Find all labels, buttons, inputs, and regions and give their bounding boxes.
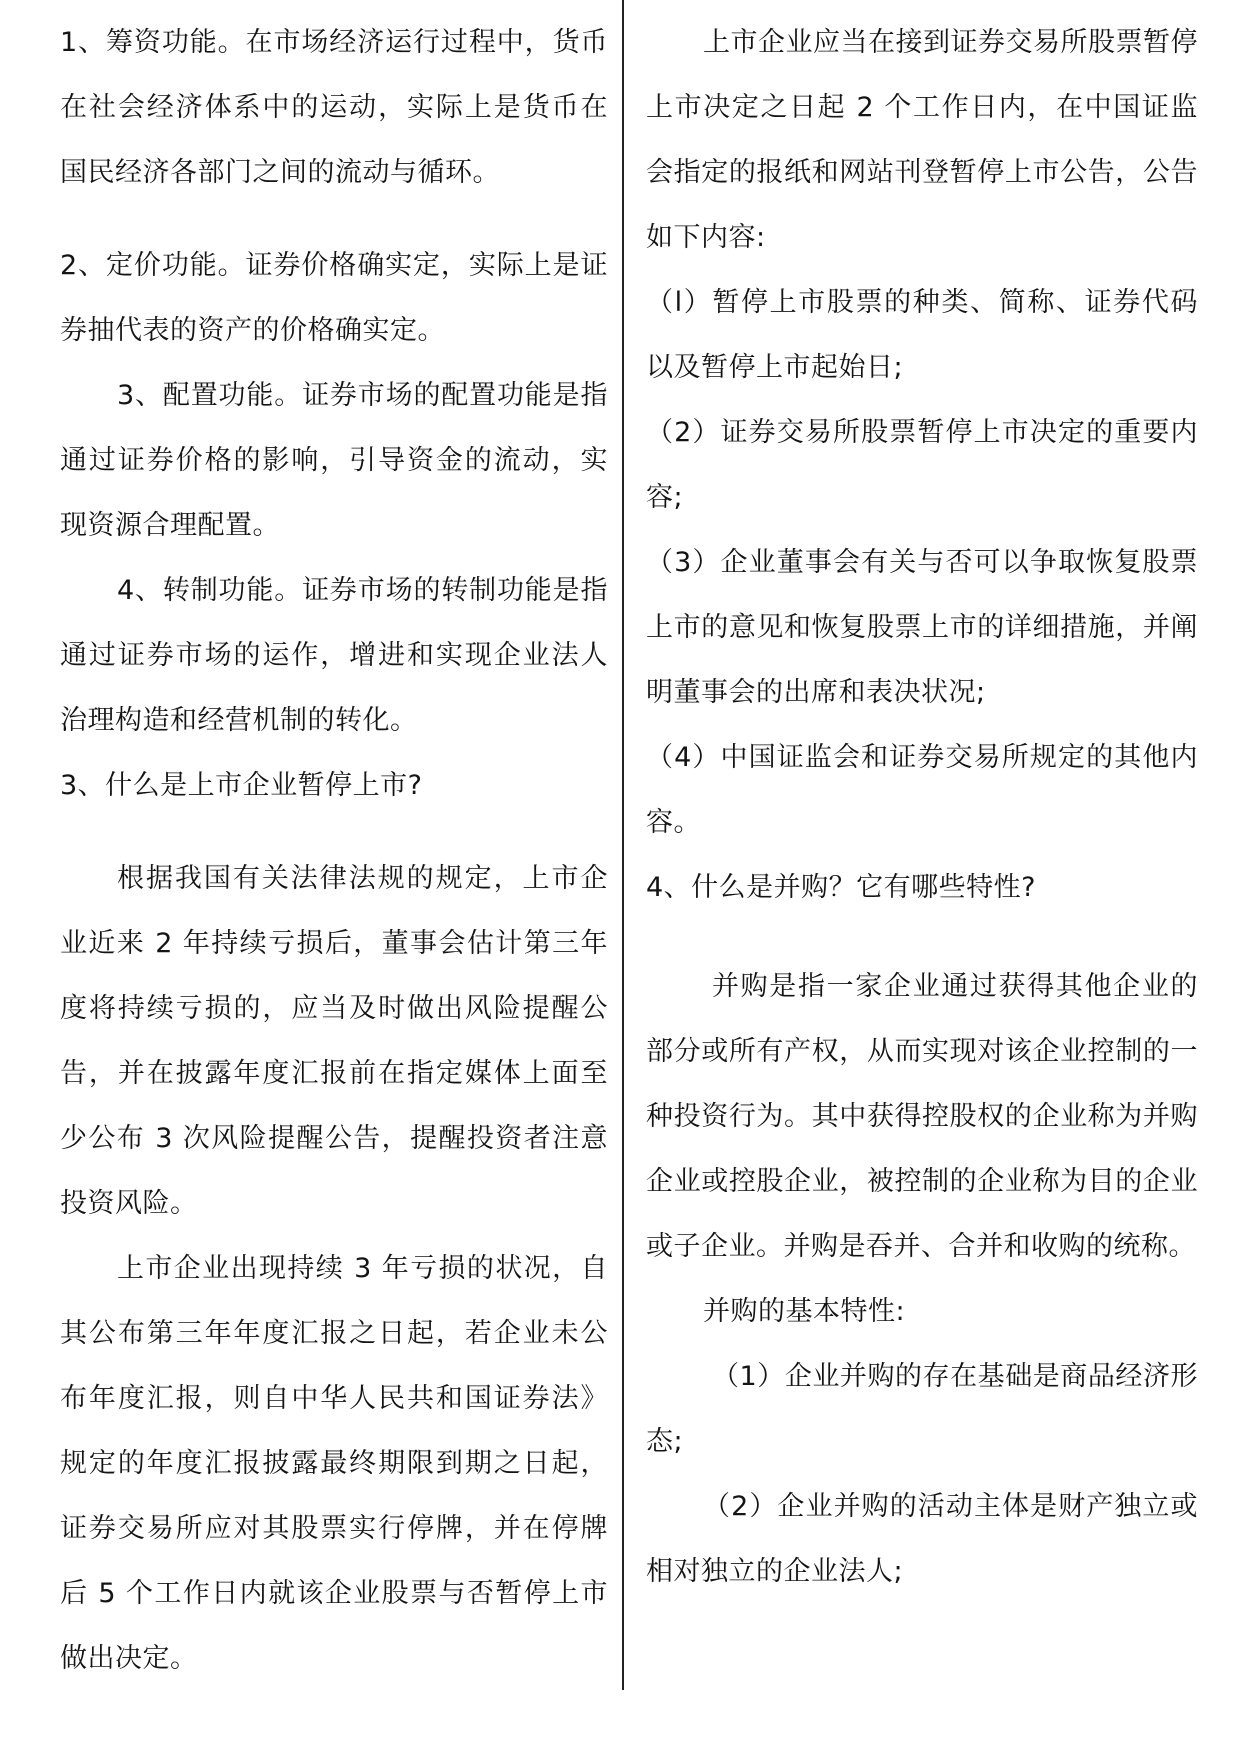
- list-item-6: （2）企业并购的活动主体是财产独立或相对独立的企业法人;: [646, 1491, 1198, 1587]
- list-item-1: （l）暂停上市股票的种类、简称、证券代码以及暂停上市起始日;: [646, 287, 1198, 383]
- column-divider: [622, 0, 624, 1690]
- list-item-5: （1）企业并购的存在基础是商品经济形态;: [646, 1361, 1198, 1457]
- paragraph-allocation-function: 3、配置功能。证券市场的配置功能是指通过证券价格的影响，引导资金的流动，实现资源合理配置。: [60, 380, 608, 541]
- list-item-3: （3）企业董事会有关与否可以争取恢复股票上市的意见和恢复股票上市的详细措施，并阐明董事会的出席和表决状况;: [646, 547, 1198, 708]
- list-item-2: （2）证券交易所股票暂停上市决定的重要内容;: [646, 417, 1198, 513]
- list-item-4: （4）中国证监会和证券交易所规定的其他内容。: [646, 742, 1198, 838]
- paragraph-suspension-announcement: 上市企业应当在接到证券交易所股票暂停上市决定之日起 2 个工作日内，在中国证监会指定的报纸和网站刊登暂停上市公告，公告如下内容:: [646, 27, 1198, 253]
- left-column: [60, 10, 608, 1691]
- paragraph-pricing-function: 2、定价功能。证券价格确实定，实际上是证券抽代表的资产的价格确实定。: [60, 250, 608, 346]
- question-suspension: 3、什么是上市企业暂停上市?: [60, 770, 423, 801]
- paragraph-merger-definition: 并购是指一家企业通过获得其他企业的部分或所有产权，从而实现对该企业控制的一种投资行为。其中获得控股权的企业称为并购企业或控股企业，被控制的企业称为目的企业或子企业。并购是吞并、合并和收购的统称。: [646, 971, 1198, 1262]
- paragraph-conversion-function: 4、转制功能。证券市场的转制功能是指通过证券市场的运作，增进和实现企业法人治理构造和经营机制的转化。: [60, 575, 608, 736]
- question-merger: 4、什么是并购？它有哪些特性?: [646, 872, 1037, 903]
- paragraph-three-year-loss: 上市企业出现持续 3 年亏损的状况，自其公布第三年年度汇报之日起，若企业未公布年度汇报，则自中华人民共和国证券法》规定的年度汇报披露最终期限到期之日起，证券交易所应对其股票实行停牌，并在停牌后 5 个工作日内就该企业股票与否暂停上市做出决定。: [60, 1253, 608, 1674]
- paragraph-financing-function: 1、筹资功能。在市场经济运行过程中，货币在社会经济体系中的运动，实际上是货币在国民经济各部门之间的流动与循环。: [60, 27, 608, 188]
- right-column: [646, 10, 1198, 1604]
- paragraph-suspension-rules: 根据我国有关法律法规的规定，上市企业近来 2 年持续亏损后，董事会估计第三年度将持续亏损的，应当及时做出风险提醒公告，并在披露年度汇报前在指定媒体上面至少公布 3 次风险提醒公告，提醒投资者注意投资风险。: [60, 863, 608, 1219]
- paragraph-merger-features-heading: 并购的基本特性:: [703, 1296, 906, 1327]
